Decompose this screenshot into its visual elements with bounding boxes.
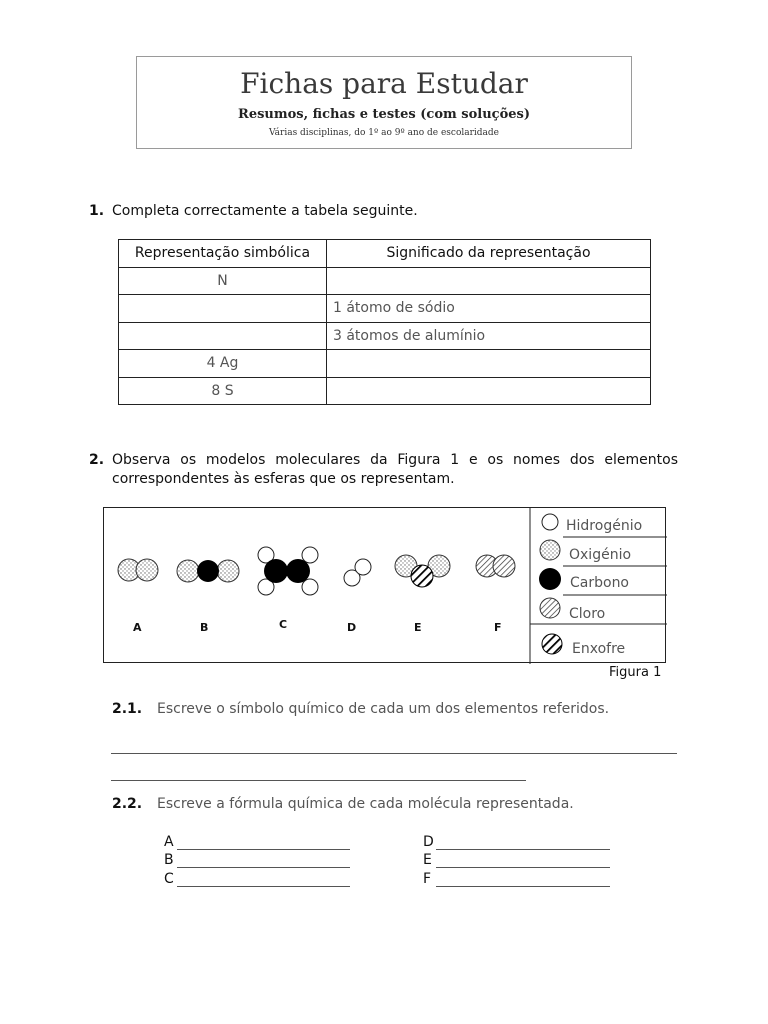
answer-line[interactable] — [436, 849, 610, 850]
answer-label: B — [164, 852, 174, 868]
table-cell[interactable] — [327, 377, 651, 405]
table-cell[interactable] — [119, 295, 327, 323]
q1-number: 1. — [89, 203, 105, 219]
table-cell[interactable]: 3 átomos de alumínio — [327, 322, 651, 350]
molecule-label: D — [347, 621, 357, 634]
legend-label-hydrogen: Hidrogénio — [566, 518, 643, 534]
molecule-f — [476, 555, 515, 577]
table-cell[interactable]: 4 Ag — [119, 350, 327, 378]
table-row — [119, 322, 651, 350]
q2-number: 2. — [89, 452, 105, 468]
sulfur-sphere-icon — [542, 634, 562, 654]
table-cell[interactable]: 8 S — [119, 377, 327, 405]
legend-label-chlorine: Cloro — [569, 606, 606, 622]
oxygen-sphere-icon — [540, 540, 560, 560]
answer-line[interactable] — [177, 849, 350, 850]
q2-text-line1: Observa os modelos moleculares da Figura 1 e os nomes dos elementos — [112, 452, 678, 468]
symbol-table — [118, 239, 651, 405]
legend-label-oxygen: Oxigénio — [569, 547, 632, 563]
molecule-label: F — [494, 621, 502, 634]
header-box — [136, 56, 632, 149]
molecule-label: B — [200, 621, 209, 634]
answer-label: A — [164, 834, 174, 850]
legend-label-sulfur: Enxofre — [572, 641, 626, 657]
table-cell[interactable]: 1 átomo de sódio — [327, 295, 651, 323]
legend-label-carbon: Carbono — [570, 575, 630, 591]
table-cell[interactable] — [119, 322, 327, 350]
q2-2-text: Escreve a fórmula química de cada molécula representada. — [157, 796, 574, 812]
table-row — [119, 295, 651, 323]
table-row — [119, 377, 651, 405]
header-subtitle: Resumos, fichas e testes (com soluções) — [238, 107, 530, 122]
answer-label: F — [423, 871, 432, 887]
q2-2-number: 2.2. — [112, 796, 143, 812]
q2-1-text: Escreve o símbolo químico de cada um dos elementos referidos. — [157, 701, 610, 717]
answer-line[interactable] — [111, 780, 526, 781]
table-header-cell: Significado da representação — [327, 240, 651, 268]
answer-label: C — [164, 871, 174, 887]
table-cell[interactable]: N — [119, 267, 327, 295]
molecule-label: C — [279, 618, 288, 631]
answer-label: D — [423, 834, 434, 850]
answer-line[interactable] — [177, 886, 350, 887]
header-tagline: Várias disciplinas, do 1º ao 9º ano de escolaridade — [268, 128, 500, 138]
answer-line[interactable] — [177, 867, 350, 868]
q1-text: Completa correctamente a tabela seguinte. — [112, 203, 418, 219]
table-header-cell: Representação simbólica — [119, 240, 327, 268]
figure-caption: Figura 1 — [609, 665, 662, 680]
carbon-sphere-icon — [539, 568, 561, 590]
table-row — [119, 350, 651, 378]
molecule-e — [395, 555, 450, 587]
hydrogen-sphere-icon — [542, 514, 558, 530]
molecule-b — [177, 560, 239, 582]
q2-text-line2: correspondentes às esferas que os representam. — [112, 471, 455, 487]
table-header-row — [119, 240, 651, 268]
molecule-d — [344, 559, 371, 586]
table-row — [119, 267, 651, 295]
table-cell[interactable] — [327, 350, 651, 378]
molecule-label: A — [133, 621, 142, 634]
molecule-label: E — [414, 621, 422, 634]
figure-1 — [103, 507, 666, 663]
answer-line[interactable] — [436, 886, 610, 887]
molecule-a — [118, 559, 158, 581]
chlorine-sphere-icon — [540, 598, 560, 618]
answer-line[interactable] — [111, 753, 677, 754]
answer-line[interactable] — [436, 867, 610, 868]
table-cell[interactable] — [327, 267, 651, 295]
q2-1-number: 2.1. — [112, 701, 143, 717]
molecule-c — [258, 547, 318, 595]
header-title: Fichas para Estudar — [240, 67, 528, 100]
answer-label: E — [423, 852, 432, 868]
